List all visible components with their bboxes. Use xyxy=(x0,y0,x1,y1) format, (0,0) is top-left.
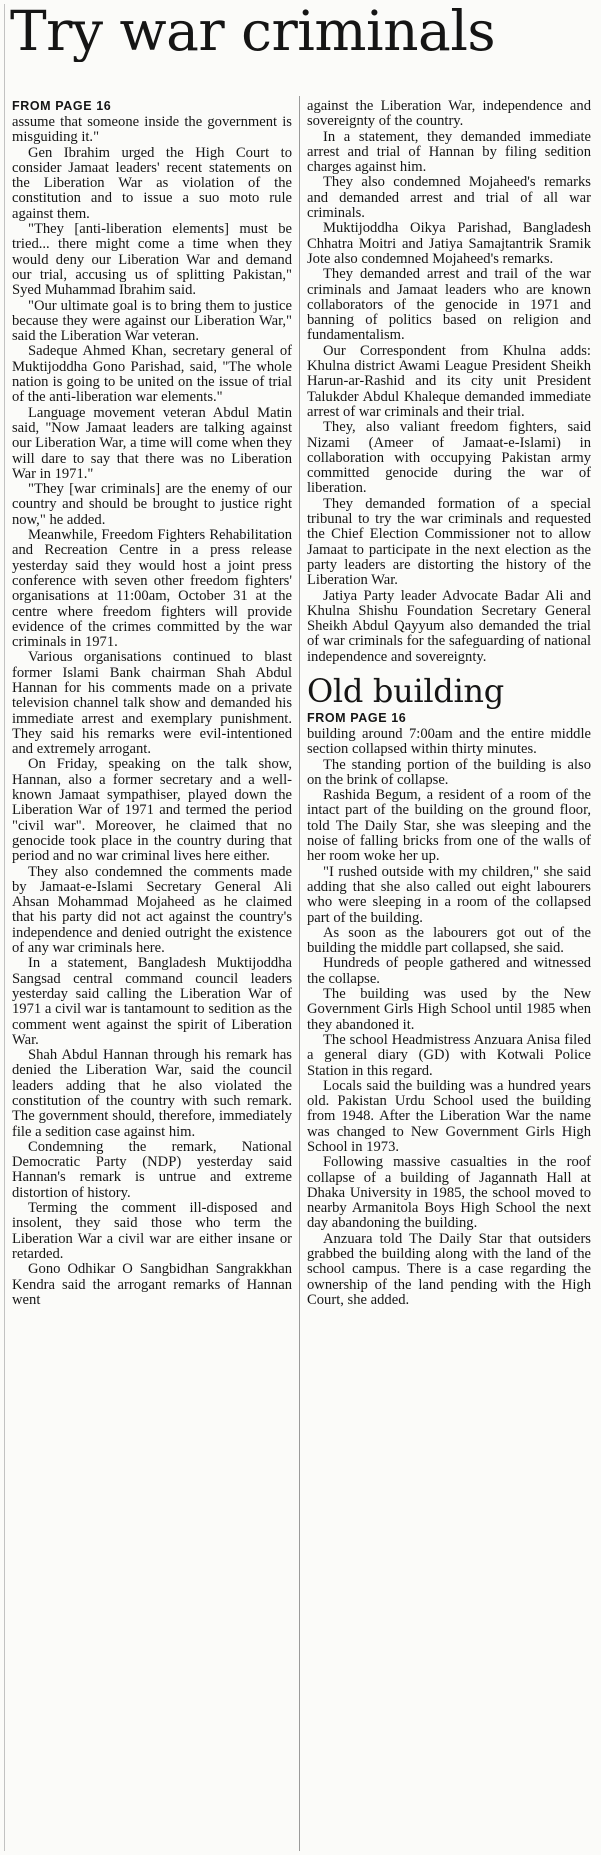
paragraph: "They [war criminals] are the enemy of our country and should be brought to justice right now," he added. xyxy=(12,481,292,528)
paragraph: In a statement, Bangladesh Muktijoddha Sangsad central command council leaders yesterday said calling the Liberation War of 1971 a civil war is tantamount to sedition as the comment went against the spirit of Liberation War. xyxy=(12,955,292,1048)
paragraph: Terming the comment ill-disposed and insolent, they said those who term the Liberation War a civil war are either insane or retarded. xyxy=(12,1200,292,1262)
paragraph: Locals said the building was a hundred years old. Pakistan Urdu School used the building from 1948. After the Liberation War the name was changed to New Government Girls High School in 1973. xyxy=(307,1077,591,1155)
paragraph: "I rushed outside with my children," she said adding that she also called out eight labourers who were sleeping in a room of the collapsed part of the building. xyxy=(307,863,591,926)
paragraph: Our Correspondent from Khulna adds: Khulna district Awami League President Sheikh Harun-ar-Rashid and its city unit President Talukder Abdul Khaleque demanded immediate arrest of war criminals and their trial. xyxy=(307,342,591,420)
paragraph: On Friday, speaking on the talk show, Hannan, also a former secretary and a well-known Jamaat sympathiser, played down the Liberation War of 1971 and termed the period "civil war". Moreover, he claimed that no genocide took place in the country during that period and no war criminal lives here either. xyxy=(12,756,292,865)
paragraph: Hundreds of people gathered and witnessed the collapse. xyxy=(307,955,591,987)
kicker-from-page-16: FROM PAGE 16 xyxy=(12,99,112,113)
paragraph: Shah Abdul Hannan through his remark has denied the Liberation War, said the council leaders adding that he also violated the constitution of the country with such remark. The government should, therefore, immediately file a sedition case against him. xyxy=(12,1047,292,1140)
paragraph: Meanwhile, Freedom Fighters Rehabilitation and Recreation Centre in a press release yesterday said they would host a joint press conference with seven other freedom fighters' organisations at 11:00am, October 31 at the centre where freedom fighters will provide evidence of the crimes committed by the war criminals in 1971. xyxy=(12,527,292,651)
paragraph: Anzuara told The Daily Star that outsiders grabbed the building along with the land of the school campus. There is a case regarding the ownership of the land pending with the High Court, she added. xyxy=(307,1230,591,1308)
left-margin-rule xyxy=(4,4,5,1851)
column-rule xyxy=(299,96,300,1851)
paragraph: Jatiya Party leader Advocate Badar Ali and Khulna Shishu Foundation Secretary General Sheikh Abdul Qayyum also demanded the trial of war criminals for the safeguarding of national independence and sovereignty. xyxy=(307,587,591,665)
paragraph: "They [anti-liberation elements] must be tried... there might come a time when they would deny our Liberation War and demand our trial, accusing us of splitting Pakistan," Syed Muhammad Ibrahim said. xyxy=(12,221,292,299)
article-column-2 xyxy=(307,99,591,1851)
paragraph: They demanded arrest and trail of the war criminals and Jamaat leaders who are known collaborators of the genocide in 1971 and banning of politics based on religion and fundamentalism. xyxy=(307,266,591,344)
paragraph: Various organisations continued to blast former Islami Bank chairman Shah Abdul Hannan for his comments made on a private television channel talk show and demanded his immediate arrest and exemplary punishment. They said his remarks were evil-intentioned and extremely arrogant. xyxy=(12,649,292,758)
paragraph: "Our ultimate goal is to bring them to justice because they were against our Liberation War," said the Liberation War veteran. xyxy=(12,297,292,345)
paragraph: They also condemned Mojaheed's remarks and demanded arrest and trial of all war criminals. xyxy=(307,174,591,222)
paragraph: building around 7:00am and the entire middle section collapsed within thirty minutes. xyxy=(307,725,591,758)
paragraph: They, also valiant freedom fighters, said Nizami (Ameer of Jamaat-e-Islami) in collaboration with occupying Pakistan army committed genocide during the war of liberation. xyxy=(307,419,591,497)
paragraph: The building was used by the New Government Girls High School until 1985 when they abandoned it. xyxy=(307,986,591,1033)
paragraph: The standing portion of the building is also on the brink of collapse. xyxy=(307,756,591,788)
paragraph: Following massive casualties in the roof collapse of a building of Jagannath Hall at Dhaka University in 1985, the school moved to nearby Armanitola Boys High School the next day abandoning the building. xyxy=(307,1154,591,1232)
paragraph: Condemning the remark, National Democratic Party (NDP) yesterday said Hannan's remark is untrue and extreme distortion of history. xyxy=(12,1138,292,1201)
article-column-1 xyxy=(12,99,292,1851)
paragraph: As soon as the labourers got out of the building the middle part collapsed, she said. xyxy=(307,924,591,957)
paragraph: Sadeque Ahmed Khan, secretary general of Muktijoddha Gono Parishad, said, "The whole nation is going to be united on the issue of trial of the anti-liberation war elements." xyxy=(12,343,292,406)
headline-old-building: Old building xyxy=(307,671,504,710)
paragraph: In a statement, they demanded immediate arrest and trial of Hannan by filing sedition charges against him. xyxy=(307,128,591,176)
paragraph: Rashida Begum, a resident of a room of the intact part of the building on the ground floor, told The Daily Star, she was sleeping and the noise of falling bricks from one of the walls of her room woke her up. xyxy=(307,787,591,865)
paragraph: The school Headmistress Anzuara Anisa filed a general diary (GD) with Kotwali Police Station in this regard. xyxy=(307,1031,591,1079)
paragraph: against the Liberation War, independence and sovereignty of the country. xyxy=(307,99,591,130)
headline-try-war-criminals: Try war criminals xyxy=(10,0,496,62)
paragraph: They also condemned the comments made by Jamaat-e-Islami Secretary General Ali Ahsan Mohammad Mojaheed as he claimed that his party did not act against the country's independence and denied outright the existence of any war criminals here. xyxy=(12,863,292,957)
paragraph: Gen Ibrahim urged the High Court to consider Jamaat leaders' recent statements on the Liberation War as violation of the constitution and to issue a suo moto rule against them. xyxy=(12,144,292,222)
paragraph: assume that someone inside the government is misguiding it." xyxy=(12,114,292,146)
kicker-from-page-16: FROM PAGE 16 xyxy=(307,710,407,725)
paragraph: Muktijoddha Oikya Parishad, Bangladesh Chhatra Moitri and Jatiya Samajtantrik Sramik Jote also condemned Mojaheed's remarks. xyxy=(307,220,591,267)
paragraph: They demanded formation of a special tribunal to try the war criminals and requested the Chief Election Commissioner not to allow Jamaat to participate in the next election as the party leaders are distorting the history of the Liberation War. xyxy=(307,495,591,589)
paragraph: Gono Odhikar O Sangbidhan Sangrakkhan Kendra said the arrogant remarks of Hannan went xyxy=(12,1261,292,1308)
paragraph: Language movement veteran Abdul Matin said, "Now Jamaat leaders are talking against our Liberation War, a time will come when they will dare to say that there was no Liberation War in 1971." xyxy=(12,404,292,482)
